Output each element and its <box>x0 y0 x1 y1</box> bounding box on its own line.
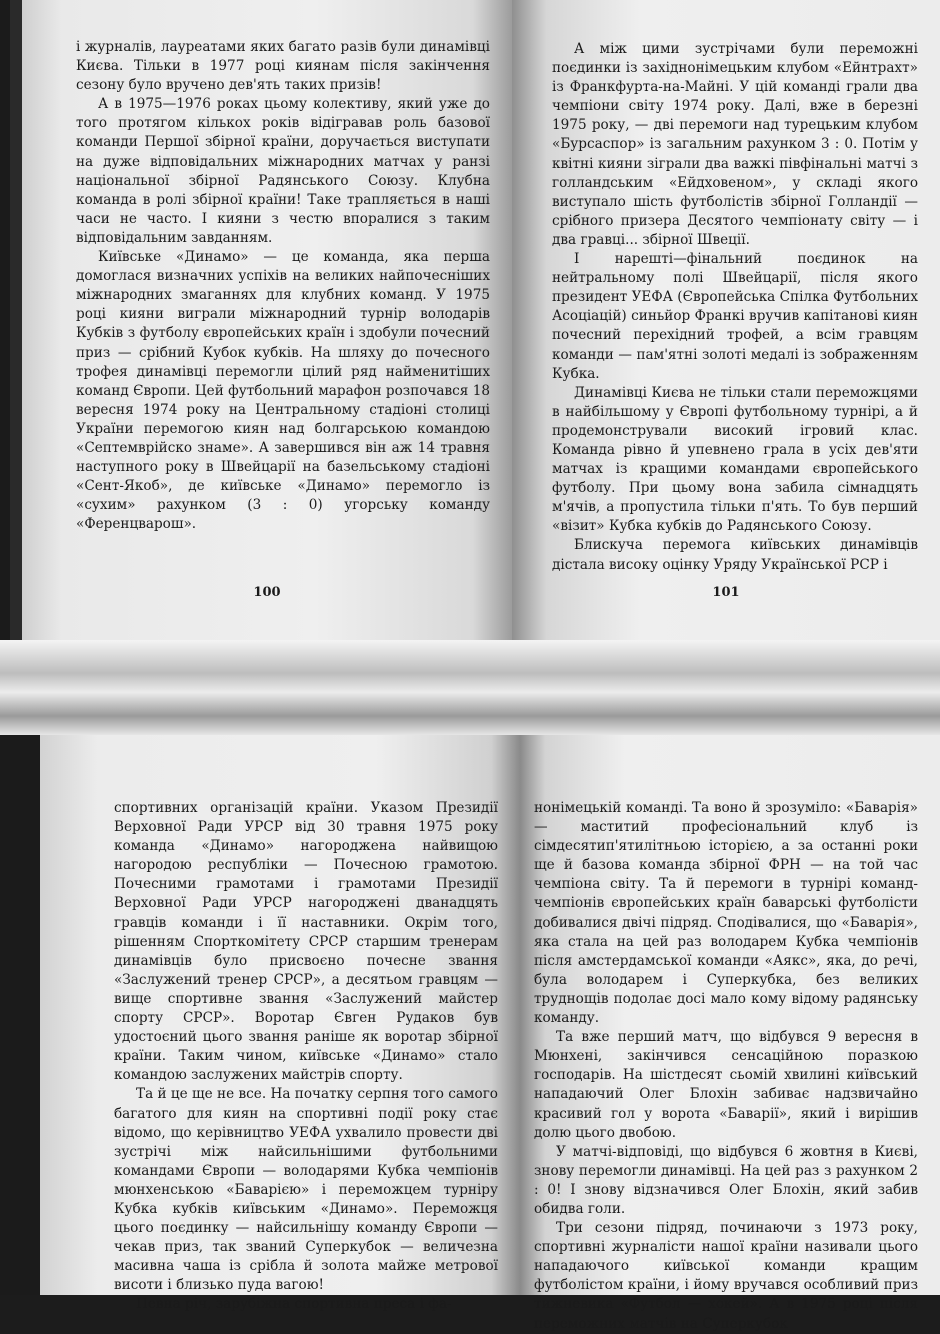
paragraph: Певна річ, зарубіжна спортивна преса і фа- <box>136 1296 452 1313</box>
paragraph: Динамівці Києва не тільки стали переможцями в найбільшому у Європі футбольному турнірі, а й продемонстрували високий ігровий клас. Команда рівно й упевнено грала в усіх дев'яти матчах із кращими командами європейського футболу. При цьому вона забила сімнадцять м'ячів, а пропустила тільки п'ять. То був перший «візит» Кубка кубків до Радянського Союзу. <box>552 384 918 535</box>
paragraph: У матчі-відповіді, що відбувся 6 жовтня в Києві, знову перемогли динамівці. На цей раз з рахунком 2 : 0! І знову відзначився Олег Блохін, який забив обидва голи. <box>534 1143 918 1217</box>
paragraph: І нарешті—фінальний поєдинок на нейтральному полі Швейцарії, після якого президент УЕФА (Європейська Спілка Футбольних Асоціацій) синьйор Франкі вручив капітанові киян почесний перехідний трофей, а всім гравцям команди — пам'ятні золоті медалі із зображенням Кубка. <box>552 251 918 382</box>
page-number: 101 <box>712 584 740 600</box>
bottom-spread <box>0 735 940 1332</box>
paragraph: нонімецькій команді. Та воно й зрозуміло: «Баварія» — маститий професіональний клуб із сімдесятип'ятилітньою історією, а за останні роки ще й базова команда збірної ФРН — на той час чемпіона світу. Та й перемоги в турнірі команд-чемпіонів європейських країн баварські футболісти добивалися двічі підряд. Сподівалися, що «Баварія», яка стала на цей раз володарем Кубка чемпіонів після амстердамської команди «Аякс», яка, до речі, була володарем і Суперкубка, без великих труднощів подолає досі мало кому відому радянську команду. <box>534 800 918 1027</box>
page-101 <box>512 0 940 640</box>
top-spread <box>0 0 940 640</box>
paragraph: А в 1975—1976 роках цьому колективу, який уже до того протягом кількох років відігравав роль базової команди Першої збірної країни, доручається виступати на дуже відповідальних міжнародних матчах у ранзі національної збірної Радянського Союзу. Клубна команда в ролі збірної країни! Таке трапляється в наші часи не часто. І кияни з честю впоралися з таким відповідальним завданням. <box>76 96 490 246</box>
paragraph: Блискуча перемога київських динамівців дістала високу оцінку Уряду Української РСР і <box>552 537 918 573</box>
page-102 <box>40 735 520 1313</box>
scan-gap <box>0 640 940 735</box>
scan-edge-shadow <box>0 735 40 1295</box>
paragraph: Київське «Динамо» — це команда, яка перша домоглася визначних успіхів на великих найпочесніших міжнародних змаганнях для клубних команд. У 1975 році кияни виграли міжнародний турнір володарів Кубків з футболу європейських країн і здобули почесний приз — срібний Кубок кубків. На шляху до почесного трофея динамівці перемогли цілий ряд найменитіших команд Європи. Цей футбольний марафон розпочався 18 вересня 1974 року на Центральному стадіоні столиці України перемогою киян над болгарською командою «Септемврійско знаме». А завершився він аж 14 травня наступного року в Швейцарії на базельському стадіоні «Сент-Якоб», де київське «Динамо» перемогло із «сухим» рахунком (3 : 0) угорську команду «Ференцварош». <box>76 249 490 533</box>
paragraph: і журналів, лауреатами яких багато разів були динамівці Києва. Тільки в 1977 році киянам після закінчення сезону було вручено дев'ять таких призів! <box>76 39 490 94</box>
paragraph: спортивних організацій країни. Указом Президії Верховної Ради УРСР від 30 травня 1975 року команда «Динамо» нагороджена найвищою нагородою республіки — Почесною грамотою. Почесними грамотами і грамотами Президії Верховної Ради УРСР нагороджені дванадцять гравців команди і її наставники. Окрім того, рішенням Спорткомітету СРСР старшим тренерам динамівців було присвоєно почесне звання «Заслужений тренер СРСР», а десятьом гравцям — вище спортивне звання «Заслужений майстер спорту СРСР». Воротар Євген Рудаков був удостоєний цього звання раніше як воротар збірної країни. Таким чином, київське «Динамо» стало командою заслужених майстрів спорту. <box>114 800 498 1084</box>
page-103 <box>520 735 940 1332</box>
page-number: 100 <box>253 584 281 600</box>
paragraph: Три сезони підряд, починаючи з 1973 року, спортивні журналісти нашої країни називали цього нападаючого київської команди кращим футболістом країни, і йому вручався особливий приз тижневика «Футбол — хокей». А в 1975 році після переможних матчів на Суперкубок <box>534 1220 918 1332</box>
paragraph: А між цими зустрічами були переможні поєдинки із західнонімецьким клубом «Ейнтрахт» із Франкфурта-на-Майні. У цій команді грали два чемпіони світу 1974 року. Далі, вже в березні 1975 року, — дві перемоги над турецьким клубом «Бурсаспор» із загальним рахунком 3 : 0. Потім у квітні кияни зіграли два важкі півфінальні матчі з голландським «Ейдховеном», у складі якого виступало шість футболістів збірної Голландії — срібного призера Десятого чемпіонату світу — і два гравці... збірної Швеції. <box>552 41 918 248</box>
scan-edge-shadow <box>0 0 10 640</box>
page-100 <box>22 0 512 640</box>
paragraph: Та й це ще не все. На початку серпня того самого багатого для киян на спортивні події року стає відомо, що керівництво УЕФА ухвалило провести дві зустрічі між найсильнішими футбольними командами Європи — володарями Кубка чемпіонів мюнхенською «Баварією» і переможцем турніру Кубка кубків київським «Динамо». Переможця цього поєдинку — найсильнішу команду Європи — чекав приз, так званий Суперкубок — величезна масивна чаша із срібла й золота майже метрової висоти і близько пуда вагою! <box>114 1086 498 1294</box>
paragraph: Та вже перший матч, що відбувся 9 вересня в Мюнхені, закінчився сенсаційною поразкою господарів. На шістдесят сьомій хвилині київський нападаючий Олег Блохін забиває надзвичайно красивий гол у ворота «Баварії», який і вирішив долю цього двобою. <box>534 1029 918 1141</box>
